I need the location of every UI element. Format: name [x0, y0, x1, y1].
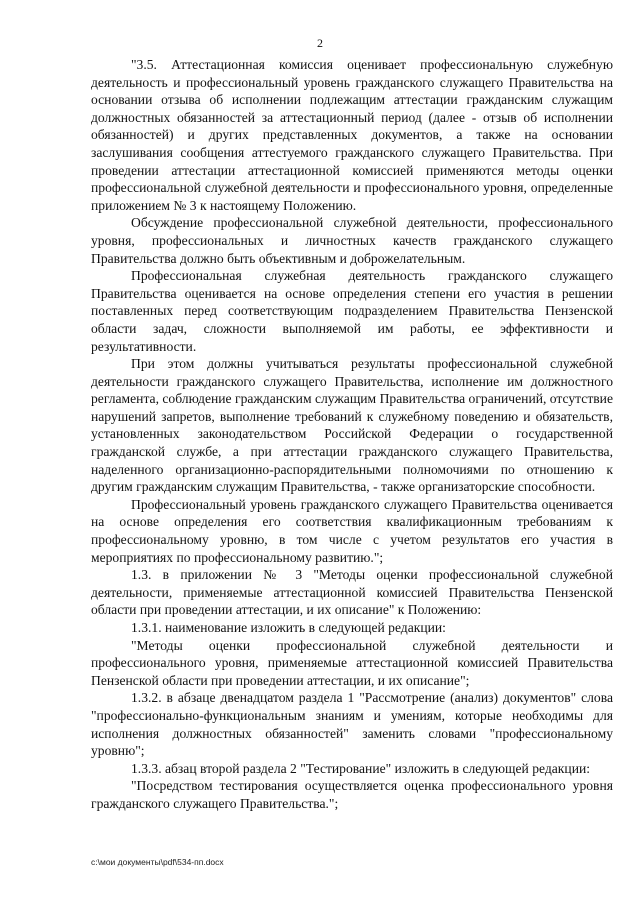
page-number: 2 [317, 36, 323, 50]
paragraph-professional-level: Профессиональный уровень гражданского служащего Правительства оценивается на основе определения его соответствия квалификационным требованиям к профессиональному уровню, в том числе с учетом результатов его участия в мероприятиях по профессиональному развитию."; [91, 496, 613, 565]
paragraph-methods-title: "Методы оценки профессиональной служебной деятельности и профессионального уровня, применяемые аттестационной комиссией Правительства Пензенской области при проведении аттестации, и их описание"; [91, 637, 613, 688]
paragraph-1-3: 1.3. в приложении № 3 "Методы оценки профессиональной служебной деятельности, применяемые аттестационной комиссией Правительства Пензенской области при проведении аттестации, и их описание" к Положению: [91, 567, 613, 618]
paragraph-results: При этом должны учитываться результаты профессиональной служебной деятельности гражданского служащего Правительства, исполнение им должностного регламента, соблюдение гражданским служащим Правительства ограничений, отсутствие нарушений запретов, выполнение требований к служебному поведению и обязательств, установленных законодательством Российской Федерации о государственной гражданской службе, а при аттестации гражданского служащего Правительства, наделенного организационно-распорядительными полномочиями по отношению к другим гражданским служащим Правительства, - также организаторские способности. [91, 356, 613, 495]
paragraph-1-3-1: 1.3.1. наименование изложить в следующей редакции: [131, 620, 446, 635]
paragraph-professional-activity: Профессиональная служебная деятельность гражданского служащего Правительства оценивается на основе определения степени его участия в решении поставленных перед соответствующим подразделением Правительства Пензенской области задач, сложности выполняемой им работы, ее эффективности и результативности. [91, 268, 613, 354]
paragraph-3-5-commission: "3.5. Аттестационная комиссия оценивает профессиональную служебную деятельность и профессиональный уровень гражданского служащего Правительства на основании отзыва об исполнении подлежащим аттестации гражданским служащим должностных обязанностей за аттестационный период (далее - отзыв об исполнении обязанностей) и других представленных документов, а также на основании заслушивания сообщения аттестуемого гражданского служащего Правительства. При проведении аттестации аттестационной комиссией применяются методы оценки профессиональной служебной деятельности и профессионального уровня, определенные приложением № 3 к настоящему Положению. [91, 57, 613, 213]
paragraph-discussion: Обсуждение профессиональной служебной деятельности, профессионального уровня, профессиональных и личностных качеств гражданского служащего Правительства должно быть объективным и доброжелательным. [91, 215, 613, 266]
paragraph-testing: "Посредством тестирования осуществляется оценка профессионального уровня гражданского служащего Правительства."; [91, 778, 613, 811]
footer-file-path: c:\мои документы\pdf\534-пп.docx [91, 857, 224, 867]
document-body [91, 56, 613, 813]
paragraph-1-3-3: 1.3.3. абзац второй раздела 2 "Тестирование" изложить в следующей редакции: [131, 760, 591, 776]
paragraph-1-3-2: 1.3.2. в абзаце двенадцатом раздела 1 "Рассмотрение (анализ) документов" слова "профессионально-функциональным знаниям и умениям, которые необходимы для исполнения должностных обязанностей" заменить словами "профессиональному уровню"; [91, 690, 613, 759]
